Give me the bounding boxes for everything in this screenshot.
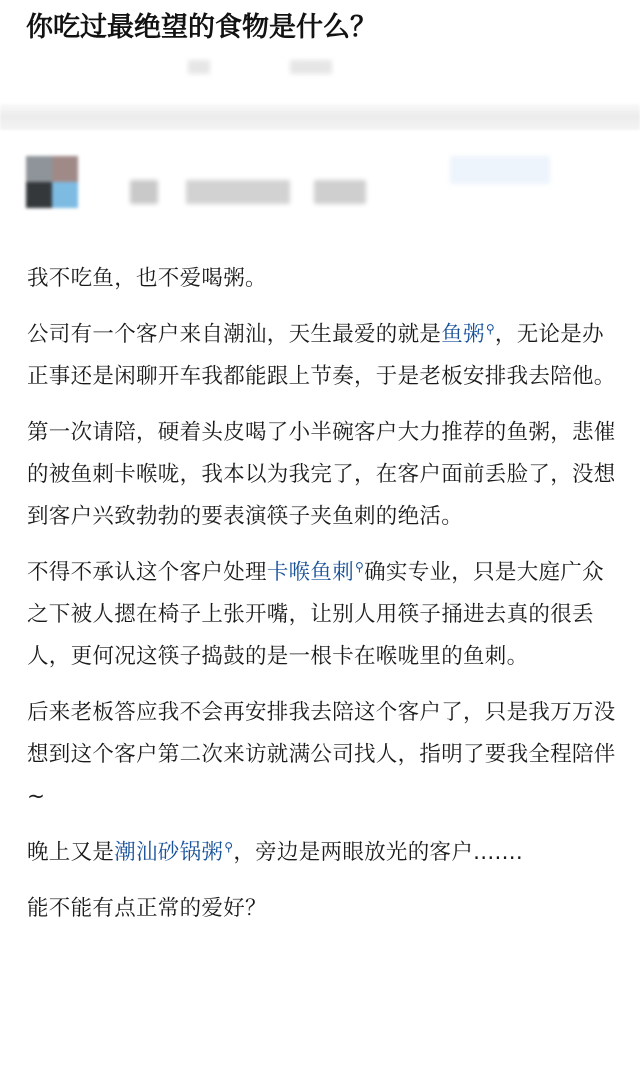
question-meta-blurred <box>188 60 210 74</box>
answer-paragraph: 晚上又是潮汕砂锅粥⚲，旁边是两眼放光的客户....... <box>27 839 524 865</box>
search-icon: ⚲ <box>485 321 495 336</box>
section-divider <box>0 104 640 130</box>
answer-paragraph: 第一次请陪，硬着头皮喝了小半碗客户大力推荐的鱼粥，悲催的被鱼刺卡喉咙，我本以为我完了，在客户面前丢脸了，没想到客户兴致勃勃的要表演筷子夹鱼刺的绝活。 <box>27 420 616 529</box>
author-name-blurred[interactable] <box>186 180 290 204</box>
author-name-blurred[interactable] <box>314 180 366 204</box>
search-link[interactable]: 鱼粥⚲ <box>441 321 495 347</box>
author-name-blurred[interactable] <box>130 180 158 204</box>
search-link[interactable]: 卡喉鱼刺⚲ <box>266 559 365 585</box>
answer-paragraph: 我不吃鱼，也不爱喝粥。 <box>27 266 267 291</box>
answer-paragraph: 不得不承认这个客户处理卡喉鱼刺⚲确实专业，只是大庭广众之下被人摁在椅子上张开嘴，让别人用筷子捅进去真的很丢人，更何况这筷子捣鼓的是一根卡在喉咙里的鱼刺。 <box>27 559 604 669</box>
answer-paragraph: 能不能有点正常的爱好？ <box>27 896 267 921</box>
search-icon: ⚲ <box>355 559 365 574</box>
answer-paragraph: 公司有一个客户来自潮汕，天生最爱的就是鱼粥⚲，无论是办正事还是闲聊开车我都能跟上节奏，于是老板安排我去陪他。 <box>27 321 616 389</box>
answer-content <box>27 258 617 944</box>
search-link[interactable]: 潮汕砂锅粥⚲ <box>114 839 234 865</box>
answer-paragraph: 后来老板答应我不会再安排我去陪这个客户了，只是我万万没想到这个客户第二次来访就满公司找人，指明了要我全程陪伴~ <box>27 700 616 809</box>
question-title[interactable]: 你吃过最绝望的食物是什么？ <box>26 12 377 43</box>
question-meta-blurred <box>290 60 332 74</box>
follow-button-blurred[interactable] <box>450 156 550 184</box>
search-icon: ⚲ <box>224 839 234 854</box>
avatar[interactable] <box>26 156 78 208</box>
